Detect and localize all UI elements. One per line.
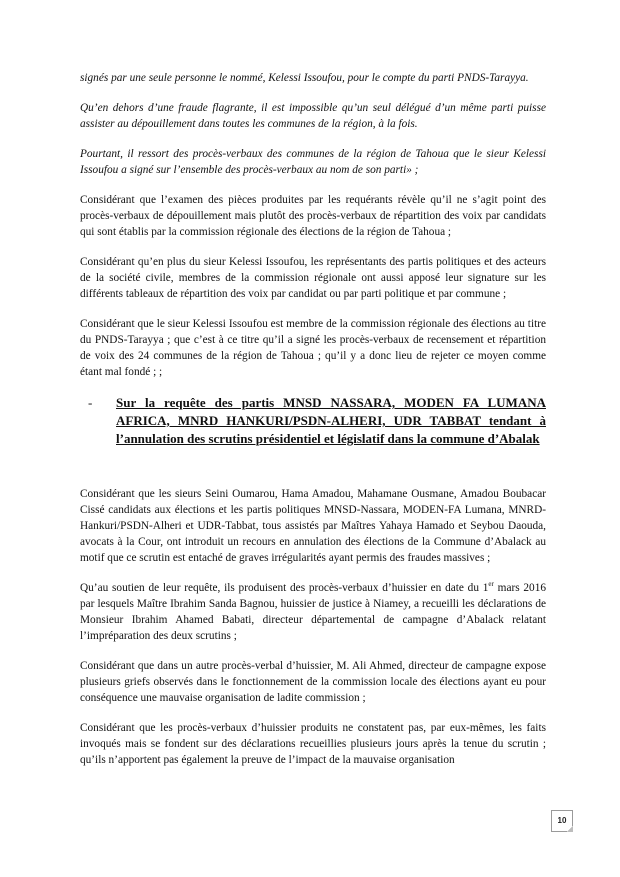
huissier-text-start: Qu’au soutien de leur requête, ils produisent des procès-verbaux d’huissier en date du 1	[80, 582, 489, 594]
quoted-paragraph-signatures: signés par une seule personne le nommé, Kelessi Issoufou, pour le compte du parti PNDS-Tarayya.	[80, 72, 529, 84]
page-content	[80, 70, 546, 782]
considerant-paragraph-ali-ahmed: Considérant que dans un autre procès-verbal d’huissier, M. Ali Ahmed, directeur de campagne expose plusieurs griefs observés dans le fonctionnement de la commission locale des élections ayant eu pour conséquence une mauvaise organisation de ladite commission ;	[80, 660, 546, 704]
quoted-paragraph-tahoua: Pourtant, il ressort des procès-verbaux des communes de la région de Tahoua que le sieur Kelessi Issoufou a signé sur l’ensemble des procès-verbaux au nom de son parti» ;	[80, 148, 546, 176]
considerant-paragraph-pieces: Considérant que l’examen des pièces produites par les requérants révèle qu’il ne s’agit point des procès-verbaux de dépouillement mais plutôt des procès-verbaux de répartition des voix par candidats qui sont établis par la commission régionale des élections de la région de Tahoua ;	[80, 194, 546, 238]
page-number-box	[551, 810, 573, 832]
list-dash: -	[88, 395, 93, 410]
huissier-text-end: mars 2016 par lesquels Maître Ibrahim Sanda Bagnou, huissier de justice à Niamey, a recueilli les déclarations de Monsieur Ibrahim Ahamed Babati, directeur départemental de campagne d’Abalack relatant l’impréparation des deux scrutins ;	[80, 582, 547, 642]
section-heading-block	[80, 394, 546, 448]
ordinal-superscript: er	[488, 580, 494, 589]
considerant-paragraph-representants: Considérant qu’en plus du sieur Kelessi Issoufou, les représentants des partis politiques et des acteurs de la société civile, membres de la commission régionale ont aussi apposé leur signature sur les différents tableaux de répartition des voix par candidat ou par parti politique et par commune ;	[80, 256, 546, 300]
considerant-paragraph-constatation: Considérant que les procès-verbaux d’huissier produits ne constatent pas, par eux-mêmes, les faits invoqués mais se fondent sur des déclarations recueillies plusieurs jours après la tenue du scrutin ; qu’ils n’apportent pas également la preuve de l’impact de la mauvaise organisation	[80, 722, 546, 766]
section-heading: Sur la requête des partis MNSD NASSARA, MODEN FA LUMANA AFRICA, MNRD HANKURI/PSDN-ALHERI, UDR TABBAT tendant à l’annulation des scrutins présidentiel et législatif dans la commune d’Abalak	[116, 395, 546, 446]
page-number: 10	[557, 816, 567, 825]
considerant-paragraph-recours: Considérant que les sieurs Seini Oumarou, Hama Amadou, Mahamane Ousmane, Amadou Boubacar Cissé candidats aux élections et les partis politiques MNSD-Nassara, MODEN-FA Lumana, MNRD-Hankuri/PSDN-Alheri et UDR-Tabbat, tous assistés par Maîtres Yahaya Hamado et Seybou Daouda, avocats à la Cour, ont introduit un recours en annulation des élections de la Commune d’Abalack au motif que ce scrutin est entaché de graves irrégularités ayant permis des fraudes massives ;	[80, 488, 546, 564]
paragraph-proces-verbaux-huissier	[80, 580, 546, 644]
considerant-paragraph-membre: Considérant que le sieur Kelessi Issoufou est membre de la commission régionale des élections au titre du PNDS-Tarayya ; que c’est à ce titre qu’il a signé les procès-verbaux de recensement et répartition de voix des 24 communes de la région de Tahoua ; qu’il y a donc lieu de rejeter ce moyen comme étant mal fondé ; ;	[80, 318, 546, 378]
quoted-paragraph-fraud: Qu’en dehors d’une fraude flagrante, il est impossible qu’un seul délégué d’un même parti puisse assister au dépouillement dans toutes les communes de la région, à la fois.	[80, 102, 546, 130]
